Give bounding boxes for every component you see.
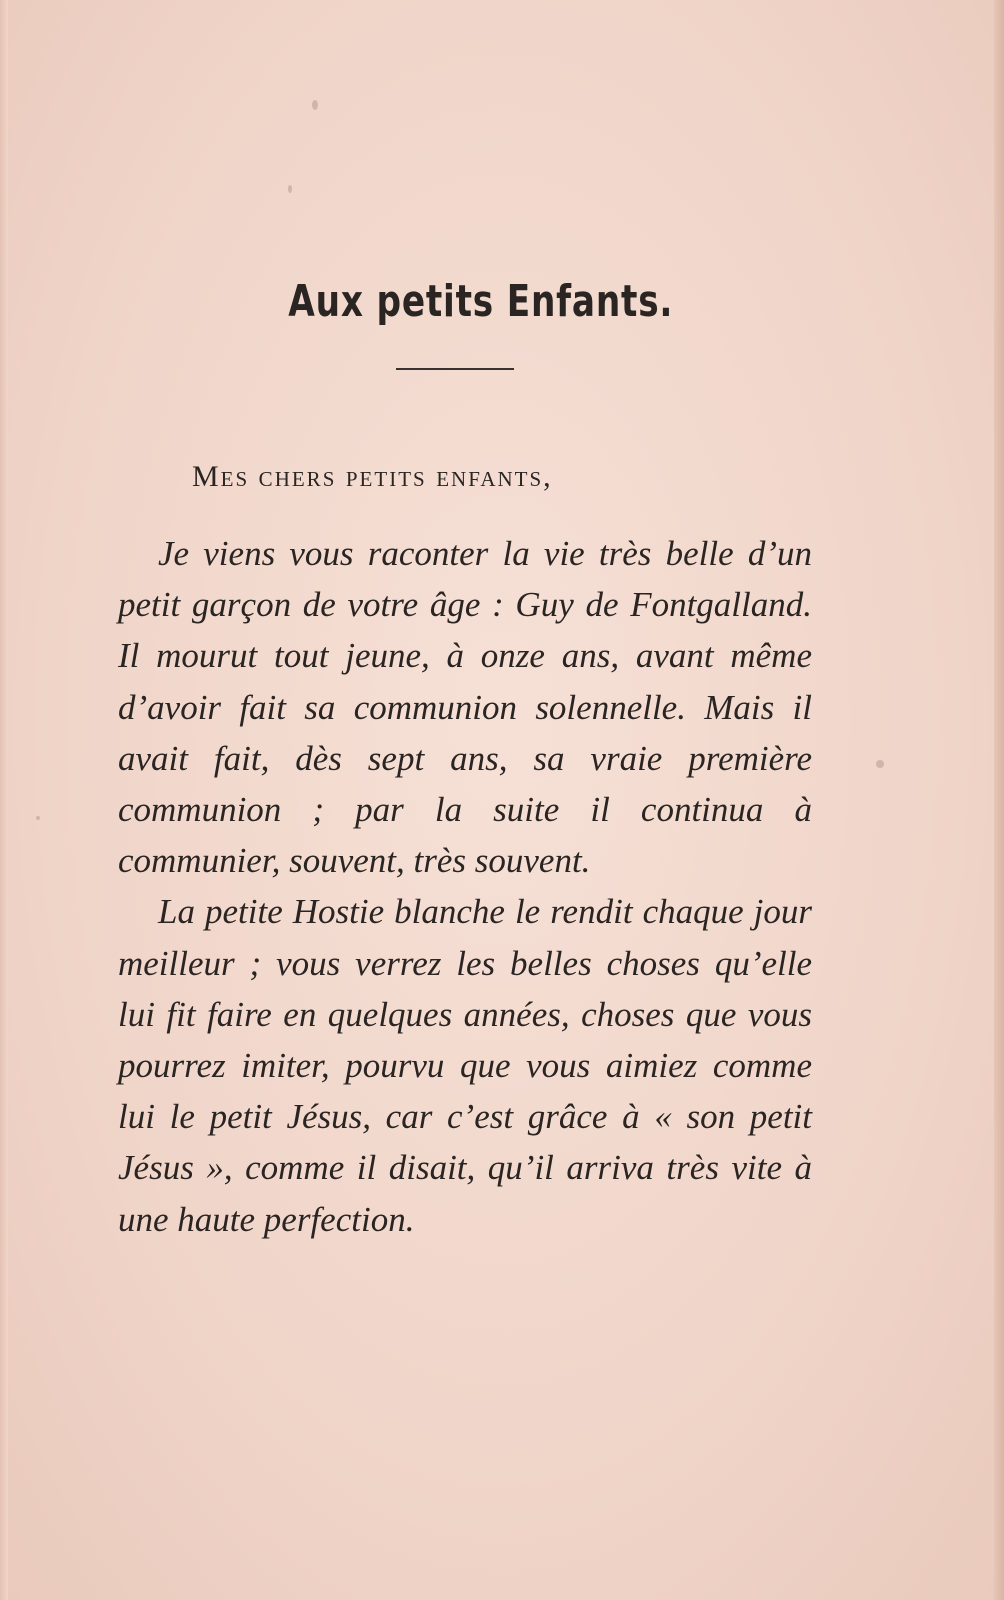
- page-left-edge: [0, 0, 8, 1600]
- paragraph: La petite Hostie blanche le rendit chaque jour meilleur ; vous verrez les belles choses qu’elle lui fit faire en quelques années, choses que vous pourrez imiter, pourvu que vous aimiez comme lui le petit Jésus, car c’est grâce à « son petit Jésus », comme il disait, qu’il arriva très vite à une haute perfection.: [118, 892, 812, 1239]
- paper-speck: [876, 760, 884, 768]
- paper-speck: [288, 185, 292, 193]
- page-right-edge: [994, 0, 1004, 1600]
- body-text: [118, 528, 812, 1245]
- paper-speck: [36, 816, 40, 820]
- paper-speck: [312, 100, 318, 110]
- paragraph: Je viens vous raconter la vie très belle d’un petit garçon de votre âge : Guy de Fontgalland. Il mourut tout jeune, à onze ans, avant même d’avoir fait sa communion solennelle. Mais il avait fait, dès sept ans, sa vraie première communion ; par la suite il continua à communier, souvent, très souvent.: [118, 534, 812, 881]
- title-divider: [396, 368, 514, 370]
- salutation: Mes chers petits enfants,: [192, 460, 553, 493]
- chapter-title: Aux petits Enfants.: [288, 276, 674, 327]
